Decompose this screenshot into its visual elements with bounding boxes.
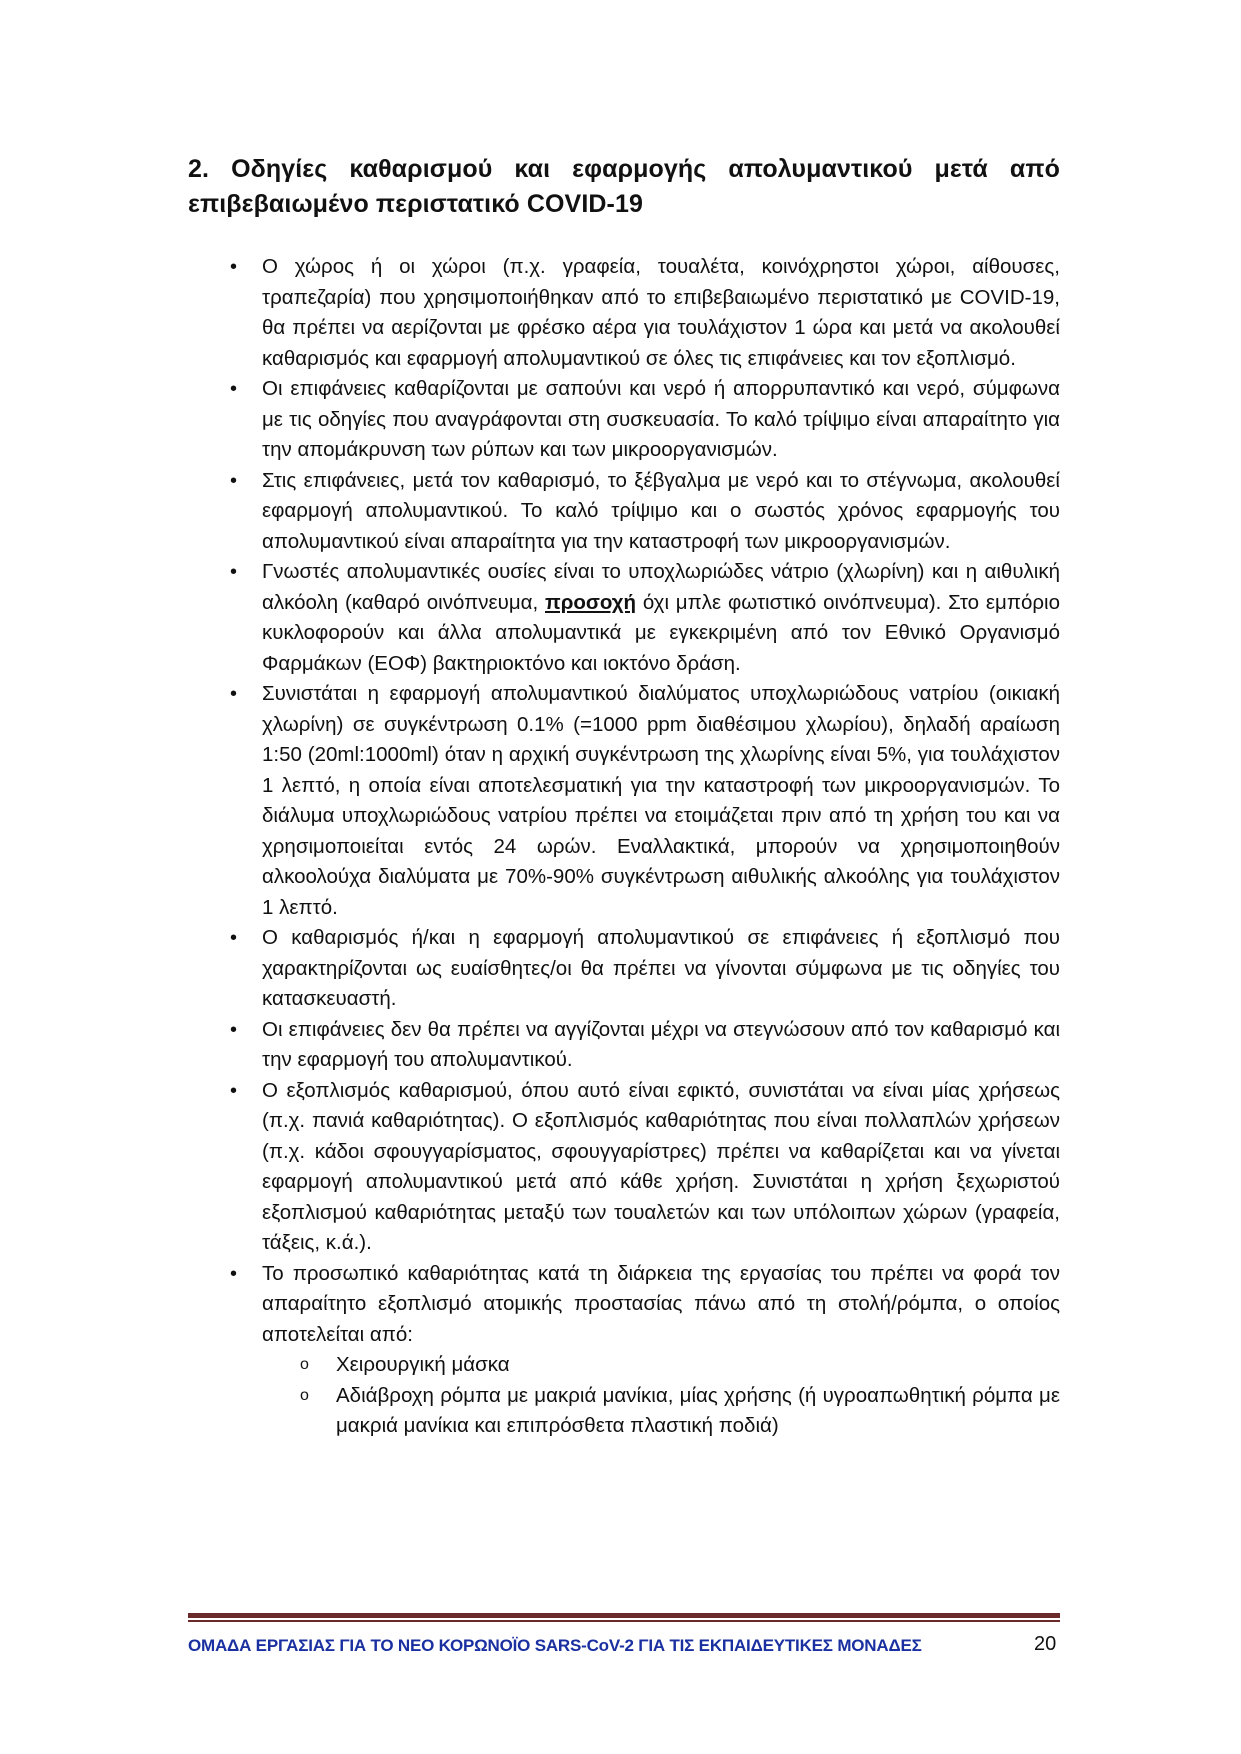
list-item: [230, 1076, 1060, 1259]
sub-list-item: [300, 1350, 1060, 1381]
footer-title: ΟΜΑΔΑ ΕΡΓΑΣΙΑΣ ΓΙΑ ΤΟ ΝΕΟ ΚΟΡΩΝΟΪΟ SARS-CoV-2 ΓΙΑ ΤΙΣ ΕΚΠΑΙΔΕΥΤΙΚΕΣ ΜΟΝΑΔΕΣ: [188, 1636, 922, 1655]
list-item: [230, 374, 1060, 466]
footer-rule-thin: [188, 1620, 1060, 1622]
list-item: [230, 679, 1060, 923]
section-heading: 2. Οδηγίες καθαρισμού και εφαρμογής απολυμαντικού μετά από επιβεβαιωμένο περιστατικό COVID-19: [188, 155, 1060, 218]
list-item-text: Οι επιφάνειες δεν θα πρέπει να αγγίζονται μέχρι να στεγνώσουν από τον καθαρισμό και την εφαρμογή του απολυμαντικού.: [262, 1017, 1060, 1071]
list-item-text: Το προσωπικό καθαριότητας κατά τη διάρκεια της εργασίας του πρέπει να φορά τον απαραίτητο εξοπλισμό ατομικής προστασίας πάνω από τη στολή/ρόμπα, ο οποίος αποτελείται από:: [262, 1261, 1060, 1346]
list-item-text: Ο εξοπλισμός καθαρισμού, όπου αυτό είναι εφικτό, συνιστάται να είναι μίας χρήσεως (π.χ. πανιά καθαριότητας). Ο εξοπλισμός καθαριότητας που είναι πολλαπλών χρήσεων (π.χ. κάδοι σφουγγαρίσματος, σφουγγαρίστρες) πρέπει να καθαρίζεται και να γίνεται εφαρμογή απολυμαντικού μετά από κάθε χρήση. Συνιστάται η χρήση ξεχωριστού εξοπλισμού καθαριότητας μεταξύ των τουαλετών και των υπόλοιπων χώρων (γραφεία, τάξεις, κ.ά.).: [262, 1078, 1060, 1254]
list-item-text: Συνιστάται η εφαρμογή απολυμαντικού διαλύματος υποχλωριώδους νατρίου (οικιακή χλωρίνη) σε συγκέντρωση 0.1% (=1000 ppm διαθέσιμου χλωρίου), δηλαδή αραίωση 1:50 (20ml:1000ml) όταν η αρχική συγκέντρωση της χλωρίνης είναι 5%, για τουλάχιστον 1 λεπτό, η οποία είναι αποτελεσματική για την καταστροφή των μικροοργανισμών. Το διάλυμα υποχλωριώδους νατρίου πρέπει να ετοιμάζεται πριν από τη χρήση του και να χρησιμοποιείται εντός 24 ωρών. Εναλλακτικά, μπορούν να χρησιμοποιηθούν αλκοολούχα διαλύματα με 70%-90% συγκέντρωση αιθυλικής αλκοόλης για τουλάχιστον 1 λεπτό.: [262, 682, 1060, 919]
list-item-text: Ο χώρος ή οι χώροι (π.χ. γραφεία, τουαλέτα, κοινόχρηστοι χώροι, αίθουσες, τραπεζαρία) που χρησιμοποιήθηκαν από το επιβεβαιωμένο περιστατικό με COVID-19, θα πρέπει να αερίζονται με φρέσκο αέρα για τουλάχιστον 1 ώρα και μετά να ακολουθεί καθαρισμός και εφαρμογή απολυμαντικού σε όλες τις επιφάνειες και τον εξοπλισμό.: [262, 255, 1060, 370]
list-item-text: Οι επιφάνειες καθαρίζονται με σαπούνι και νερό ή απορρυπαντικό και νερό, σύμφωνα με τις οδηγίες που αναγράφονται στη συσκευασία. Το καλό τρίψιμο είναι απαραίτητο για την απομάκρυνση των ρύπων και των μικροοργανισμών.: [262, 377, 1060, 461]
list-item: [230, 252, 1060, 374]
list-item: [230, 1259, 1060, 1351]
sub-list-item: [300, 1381, 1060, 1442]
page-number: 20: [1034, 1633, 1057, 1655]
list-item-text: Γνωστές απολυμαντικές ουσίες είναι το υποχλωριώδες νάτριο (χλωρίνη) και η αιθυλική αλκόολη (καθαρό οινόπνευμα,: [262, 560, 1060, 614]
list-item: [230, 557, 1060, 679]
list-item-text: Στις επιφάνειες, μετά τον καθαρισμό, το ξέβγαλμα με νερό και το στέγνωμα, ακολουθεί εφαρμογή απολυμαντικού. Το καλό τρίψιμο και ο σωστός χρόνος εφαρμογής του απολυμαντικού είναι απαραίτητα για την καταστροφή των μικροοργανισμών.: [262, 468, 1060, 553]
footer-rule-thick: [188, 1613, 1060, 1618]
sub-bullet-list: [230, 1350, 1060, 1442]
list-item: [230, 1015, 1060, 1076]
emphasis-text: προσοχή: [545, 590, 637, 614]
sub-list-item-text: Χειρουργική μάσκα: [336, 1353, 510, 1376]
list-item-text: Ο καθαρισμός ή/και η εφαρμογή απολυμαντικού σε επιφάνειες ή εξοπλισμό που χαρακτηρίζονται ως ευαίσθητες/οι θα πρέπει να γίνονται σύμφωνα με τις οδηγίες του κατασκευαστή.: [262, 926, 1060, 1010]
sub-list-item-text: Αδιάβροχη ρόμπα με μακριά μανίκια, μίας χρήσης (ή υγροαπωθητική ρόμπα με μακριά μανίκια και επιπρόσθετα πλαστική ποδιά): [336, 1383, 1060, 1437]
list-item: [230, 923, 1060, 1015]
list-item-text: όχι μπλε φωτιστικό οινόπνευμα). Στο εμπόριο κυκλοφορούν και άλλα απολυμαντικά με εγκεκριμένη από τον Εθνικό Οργανισμό Φαρμάκων (ΕΟΦ) βακτηριοκτόνο και ιοκτόνο δράση.: [262, 590, 1060, 675]
list-item: [230, 466, 1060, 558]
body-content: [230, 252, 1060, 1442]
bullet-list: [230, 252, 1060, 1350]
